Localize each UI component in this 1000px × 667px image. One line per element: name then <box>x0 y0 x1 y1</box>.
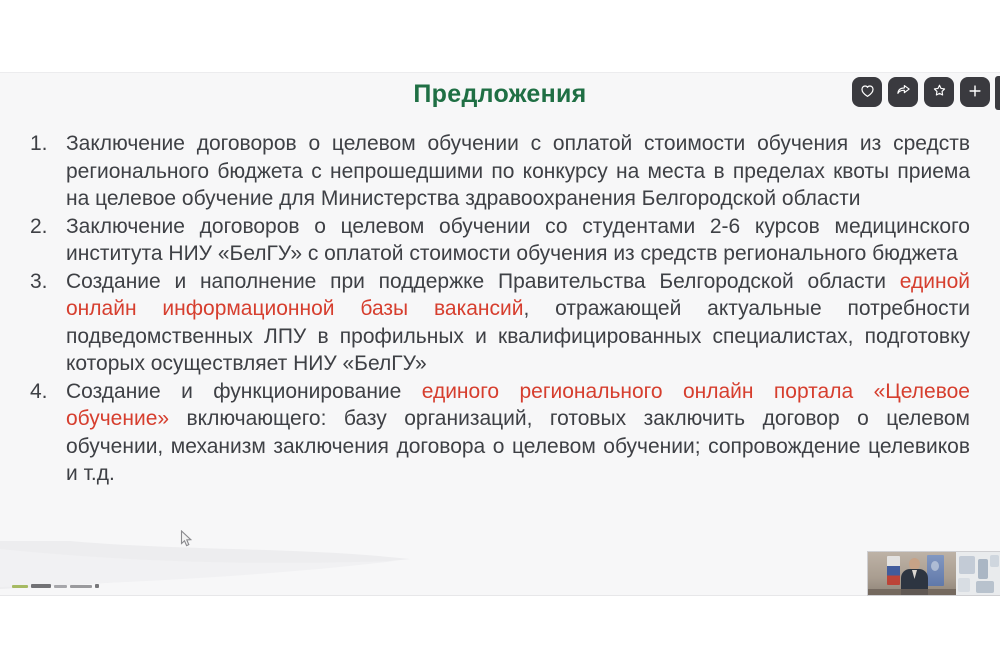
logo-text-fragment <box>31 584 51 588</box>
proposal-item-4 <box>30 378 970 488</box>
participant-blob <box>990 555 999 567</box>
logo-text-fragment <box>54 585 67 588</box>
participant-blob <box>978 559 988 579</box>
proposal-item-1 <box>30 130 970 213</box>
slide-title: Предложения <box>413 80 587 108</box>
logo-mark-icon <box>12 585 28 588</box>
heart-icon <box>859 82 876 102</box>
regular-text: Создание и наполнение при поддержке Правительства Белгородской области <box>66 269 900 293</box>
share-button[interactable] <box>888 77 918 107</box>
star-button[interactable] <box>924 77 954 107</box>
blue-flag-icon <box>927 555 944 586</box>
regular-text: Заключение договоров о целевом обучении со студентами 2-6 курсов медицинского института НИУ «БелГУ» с оплатой стоимости обучения из средств регионального бюджета <box>66 214 970 265</box>
favorite-heart-button[interactable] <box>852 77 882 107</box>
logo-text-fragment <box>70 585 92 588</box>
participant-blob <box>959 556 975 574</box>
proposal-item-3 <box>30 268 970 378</box>
logo-text-fragment <box>95 584 99 588</box>
conference-room-video[interactable] <box>956 552 1000 595</box>
mouse-cursor <box>180 530 193 548</box>
highlighted-text: единой онлайн информационной базы вакансий <box>66 269 970 320</box>
highlighted-text: единого регионального онлайн портала «Целевое обучение» <box>66 379 970 430</box>
presentation-slide <box>0 72 1000 596</box>
proposal-number: 3. <box>30 269 48 293</box>
proposals-list <box>30 130 970 488</box>
regular-text: Создание и функционирование <box>66 379 422 403</box>
university-logo-watermark <box>12 584 99 588</box>
proposal-text <box>66 268 970 378</box>
proposal-number: 4. <box>30 379 48 403</box>
proposal-text <box>66 130 970 213</box>
proposal-number: 1. <box>30 132 48 155</box>
participant-blob <box>976 581 994 593</box>
video-thumbnail-strip[interactable] <box>867 551 1000 596</box>
proposal-text <box>66 378 970 488</box>
desk <box>868 589 956 595</box>
participant-blob <box>958 578 970 592</box>
plus-icon <box>966 82 984 103</box>
reaction-toolbar <box>852 77 990 107</box>
speaker-with-flags-video[interactable] <box>868 552 956 595</box>
add-button[interactable] <box>960 77 990 107</box>
russian-flag-icon <box>887 556 900 585</box>
proposal-text <box>66 213 970 268</box>
regular-text: Заключение договоров о целевом обучении с оплатой стоимости обучения из средств регионального бюджета с непрошедшими по конкурсу на места в пределах квоты приема на целевое обучение для Министерства здравоохранения Белгородской области <box>66 132 970 210</box>
panel-edge <box>995 76 1000 110</box>
regular-text: включающего: базу организаций, готовых заключить договор о целевом обучении, механизм заключения договора о целевом обучении; сопровождение целевиков и т.д. <box>66 407 970 485</box>
regular-text: , отражающей актуальные потребности подведомственных ЛПУ в профильных и квалифицированных специалистах, подготовку которых осуществляет НИУ «БелГУ» <box>66 297 970 375</box>
share-arrow-icon <box>895 82 912 102</box>
star-icon <box>931 82 948 102</box>
proposal-number: 2. <box>30 214 48 238</box>
proposal-item-2 <box>30 213 970 268</box>
